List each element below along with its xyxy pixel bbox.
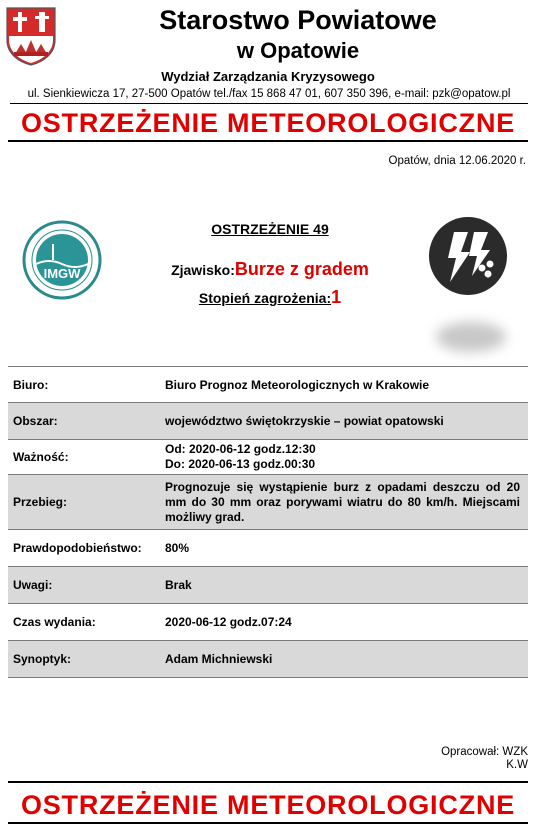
- table-row-area: [8, 403, 528, 440]
- banner-divider-top: [8, 140, 528, 142]
- row-value: Adam Michniewski: [165, 652, 273, 666]
- banner-divider-bottom: [8, 822, 528, 824]
- storm-lightning-icon: [428, 216, 508, 296]
- office-title: Starostwo Powiatowe: [159, 5, 437, 35]
- table-row-course: [8, 475, 528, 530]
- row-value: Biuro Prognoz Meteorologicznych w Krakowie: [165, 377, 430, 392]
- phenomenon-line: [100, 258, 440, 282]
- phenomenon-value: Burze z gradem: [234, 259, 369, 279]
- warning-banner-bottom: OSTRZEŻENIE METEOROLOGICZNE: [20, 790, 516, 820]
- row-key: Synoptyk:: [13, 652, 72, 666]
- phenomenon-label: Zjawisko:: [171, 262, 235, 278]
- warning-banner-top: OSTRZEŻENIE METEOROLOGICZNE: [20, 108, 516, 138]
- banner-divider-bottom-top: [8, 781, 528, 783]
- row-key: Obszar:: [13, 414, 58, 428]
- coat-of-arms-icon: [5, 6, 57, 66]
- imgw-logo-text: IMGW: [43, 266, 81, 281]
- icon-shadow: [436, 322, 506, 352]
- validity-to: Do: 2020-06-13 godz.00:30: [165, 457, 316, 471]
- table-row-office: [8, 367, 528, 403]
- imgw-logo-icon: [22, 220, 102, 300]
- row-key: Biuro:: [13, 377, 49, 392]
- row-value: [165, 440, 520, 474]
- department-name: Wydział Zarządzania Kryzysowego: [161, 69, 375, 84]
- validity-from: Od: 2020-06-12 godz.12:30: [165, 442, 316, 456]
- table-row-probability: [8, 530, 528, 567]
- table-row-validity: [8, 440, 528, 475]
- row-key: Przebieg:: [13, 495, 68, 509]
- warning-details-table: [8, 366, 528, 678]
- row-value: Brak: [165, 578, 192, 592]
- row-key: Prawdopodobieństwo:: [13, 541, 142, 555]
- table-row-remarks: [8, 567, 528, 604]
- row-value: województwo świętokrzyskie – powiat opatowski: [165, 414, 444, 428]
- table-row-issue-time: [8, 604, 528, 641]
- warning-number: OSTRZEŻENIE 49: [211, 221, 329, 237]
- office-address: ul. Sienkiewicza 17, 27-500 Opatów tel./fax 15 868 47 01, 607 350 396, e-mail: pzk@opatow.pl: [10, 86, 528, 104]
- prepared-by-line: Opracował: WZK: [441, 746, 528, 758]
- table-row-forecaster: [8, 641, 528, 678]
- row-value: 80%: [165, 541, 190, 555]
- issue-date: Opatów, dnia 12.06.2020 r.: [388, 155, 526, 167]
- office-subtitle: w Opatowie: [236, 38, 360, 63]
- prepared-by: [441, 746, 528, 772]
- row-value: 2020-06-12 godz.07:24: [165, 615, 292, 629]
- row-key: Uwagi:: [13, 578, 53, 592]
- row-key: Ważność:: [13, 450, 69, 464]
- threat-level-line: [100, 286, 440, 310]
- row-key: Czas wydania:: [13, 615, 96, 629]
- threat-level-label: Stopień zagrożenia:: [198, 290, 332, 306]
- prepared-by-initials: K.W: [506, 759, 528, 771]
- threat-level-value: 1: [331, 287, 342, 307]
- row-value: Prognozuje się wystąpienie burz z opadami deszczu od 20 mm do 30 mm oraz porywami wiatru do 80 km/h. Miejscami możliwy grad.: [165, 479, 520, 524]
